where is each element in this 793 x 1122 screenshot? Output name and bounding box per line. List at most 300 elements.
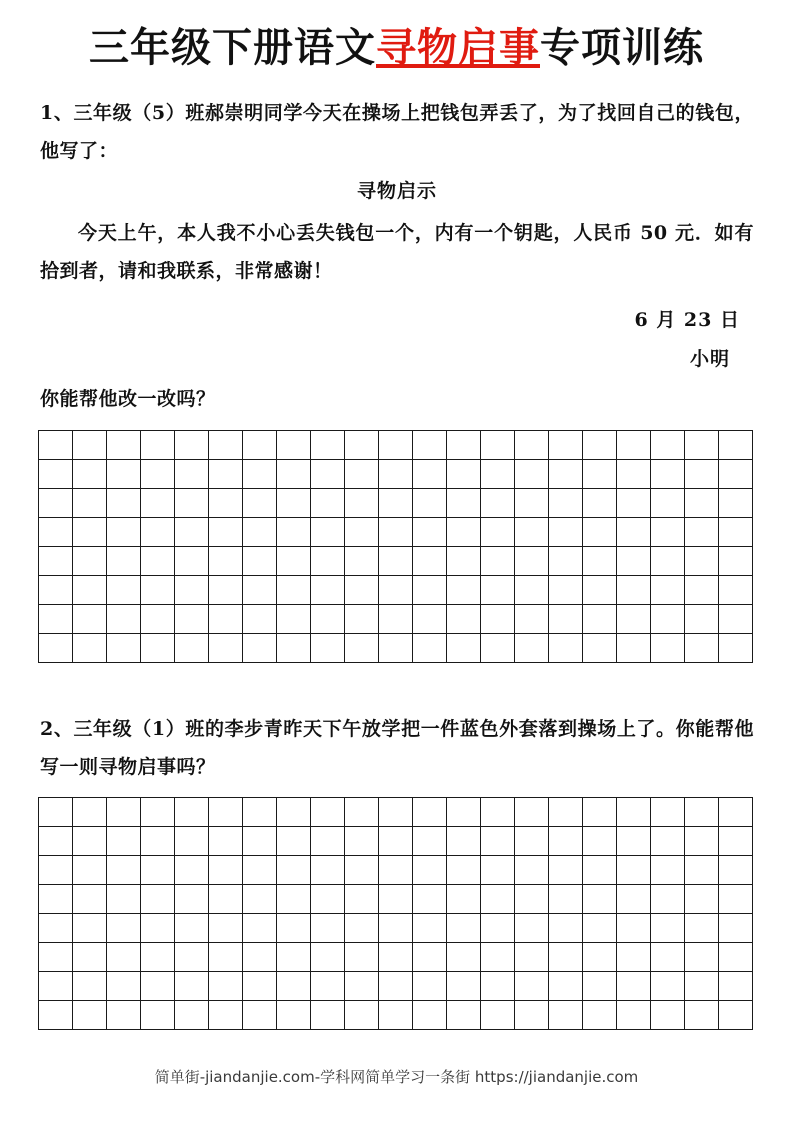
grid-cell[interactable] — [447, 518, 481, 547]
grid-cell[interactable] — [719, 827, 753, 856]
grid-cell[interactable] — [617, 885, 651, 914]
grid-cell[interactable] — [209, 798, 243, 827]
grid-cell[interactable] — [141, 634, 175, 663]
grid-cell[interactable] — [175, 1001, 209, 1030]
grid-cell[interactable] — [107, 798, 141, 827]
grid-cell[interactable] — [719, 634, 753, 663]
grid-cell[interactable] — [277, 1001, 311, 1030]
grid-cell[interactable] — [685, 798, 719, 827]
grid-cell[interactable] — [243, 972, 277, 1001]
grid-cell[interactable] — [73, 798, 107, 827]
grid-cell[interactable] — [243, 798, 277, 827]
grid-cell[interactable] — [583, 547, 617, 576]
grid-cell[interactable] — [719, 798, 753, 827]
grid-cell[interactable] — [277, 885, 311, 914]
grid-cell[interactable] — [651, 1001, 685, 1030]
grid-cell[interactable] — [345, 547, 379, 576]
grid-cell[interactable] — [277, 460, 311, 489]
grid-cell[interactable] — [107, 605, 141, 634]
grid-cell[interactable] — [379, 634, 413, 663]
grid-cell[interactable] — [447, 605, 481, 634]
grid-cell[interactable] — [481, 943, 515, 972]
grid-cell[interactable] — [209, 431, 243, 460]
grid-cell[interactable] — [73, 885, 107, 914]
grid-cell[interactable] — [345, 1001, 379, 1030]
grid-cell[interactable] — [175, 634, 209, 663]
grid-cell[interactable] — [515, 634, 549, 663]
grid-cell[interactable] — [413, 943, 447, 972]
grid-cell[interactable] — [617, 634, 651, 663]
grid-cell[interactable] — [107, 518, 141, 547]
grid-cell[interactable] — [515, 518, 549, 547]
grid-cell[interactable] — [345, 827, 379, 856]
grid-cell[interactable] — [107, 547, 141, 576]
grid-cell[interactable] — [39, 885, 73, 914]
grid-cell[interactable] — [311, 547, 345, 576]
grid-cell[interactable] — [617, 576, 651, 605]
grid-cell[interactable] — [141, 547, 175, 576]
grid-cell[interactable] — [719, 856, 753, 885]
grid-cell[interactable] — [379, 460, 413, 489]
grid-cell[interactable] — [209, 827, 243, 856]
grid-cell[interactable] — [209, 914, 243, 943]
grid-cell[interactable] — [651, 489, 685, 518]
grid-cell[interactable] — [379, 518, 413, 547]
grid-cell[interactable] — [73, 943, 107, 972]
grid-cell[interactable] — [719, 518, 753, 547]
grid-cell[interactable] — [515, 1001, 549, 1030]
grid-cell[interactable] — [617, 460, 651, 489]
grid-cell[interactable] — [685, 885, 719, 914]
grid-cell[interactable] — [651, 856, 685, 885]
grid-cell[interactable] — [549, 605, 583, 634]
grid-cell[interactable] — [651, 885, 685, 914]
grid-cell[interactable] — [617, 431, 651, 460]
grid-cell[interactable] — [243, 605, 277, 634]
grid-cell[interactable] — [447, 634, 481, 663]
grid-cell[interactable] — [719, 605, 753, 634]
grid-cell[interactable] — [39, 460, 73, 489]
grid-cell[interactable] — [175, 547, 209, 576]
grid-cell[interactable] — [209, 576, 243, 605]
grid-cell[interactable] — [549, 885, 583, 914]
grid-cell[interactable] — [379, 914, 413, 943]
grid-cell[interactable] — [311, 576, 345, 605]
grid-cell[interactable] — [549, 856, 583, 885]
grid-cell[interactable] — [243, 1001, 277, 1030]
grid-cell[interactable] — [617, 489, 651, 518]
grid-cell[interactable] — [311, 798, 345, 827]
grid-cell[interactable] — [583, 634, 617, 663]
grid-cell[interactable] — [277, 431, 311, 460]
grid-cell[interactable] — [515, 576, 549, 605]
grid-cell[interactable] — [413, 856, 447, 885]
grid-cell[interactable] — [413, 489, 447, 518]
grid-cell[interactable] — [311, 827, 345, 856]
grid-cell[interactable] — [107, 914, 141, 943]
grid-cell[interactable] — [73, 576, 107, 605]
grid-cell[interactable] — [209, 547, 243, 576]
grid-cell[interactable] — [515, 547, 549, 576]
grid-cell[interactable] — [39, 431, 73, 460]
grid-cell[interactable] — [141, 431, 175, 460]
grid-cell[interactable] — [175, 885, 209, 914]
grid-cell[interactable] — [209, 605, 243, 634]
grid-cell[interactable] — [549, 972, 583, 1001]
grid-cell[interactable] — [549, 547, 583, 576]
grid-cell[interactable] — [141, 885, 175, 914]
grid-cell[interactable] — [107, 827, 141, 856]
grid-cell[interactable] — [107, 943, 141, 972]
grid-cell[interactable] — [311, 605, 345, 634]
grid-cell[interactable] — [481, 827, 515, 856]
grid-cell[interactable] — [685, 460, 719, 489]
grid-cell[interactable] — [345, 798, 379, 827]
answer-grid-1[interactable] — [38, 430, 753, 663]
grid-cell[interactable] — [243, 914, 277, 943]
grid-cell[interactable] — [345, 431, 379, 460]
grid-cell[interactable] — [277, 827, 311, 856]
grid-cell[interactable] — [277, 943, 311, 972]
grid-cell[interactable] — [107, 634, 141, 663]
grid-cell[interactable] — [277, 914, 311, 943]
grid-cell[interactable] — [39, 518, 73, 547]
grid-cell[interactable] — [515, 460, 549, 489]
grid-cell[interactable] — [515, 798, 549, 827]
grid-cell[interactable] — [175, 972, 209, 1001]
grid-cell[interactable] — [515, 431, 549, 460]
grid-cell[interactable] — [311, 489, 345, 518]
grid-cell[interactable] — [345, 460, 379, 489]
grid-cell[interactable] — [175, 798, 209, 827]
grid-cell[interactable] — [243, 547, 277, 576]
grid-cell[interactable] — [481, 798, 515, 827]
grid-cell[interactable] — [719, 576, 753, 605]
grid-cell[interactable] — [175, 856, 209, 885]
grid-cell[interactable] — [73, 972, 107, 1001]
grid-cell[interactable] — [175, 518, 209, 547]
grid-cell[interactable] — [243, 460, 277, 489]
grid-cell[interactable] — [447, 972, 481, 1001]
grid-cell[interactable] — [277, 576, 311, 605]
grid-cell[interactable] — [107, 576, 141, 605]
grid-cell[interactable] — [651, 431, 685, 460]
grid-cell[interactable] — [175, 489, 209, 518]
grid-cell[interactable] — [73, 634, 107, 663]
grid-cell[interactable] — [583, 798, 617, 827]
grid-cell[interactable] — [447, 576, 481, 605]
grid-cell[interactable] — [447, 798, 481, 827]
grid-cell[interactable] — [209, 972, 243, 1001]
grid-cell[interactable] — [141, 576, 175, 605]
grid-cell[interactable] — [141, 914, 175, 943]
grid-cell[interactable] — [447, 431, 481, 460]
grid-cell[interactable] — [107, 431, 141, 460]
grid-cell[interactable] — [617, 972, 651, 1001]
grid-cell[interactable] — [651, 798, 685, 827]
grid-cell[interactable] — [107, 489, 141, 518]
grid-cell[interactable] — [141, 605, 175, 634]
grid-cell[interactable] — [583, 885, 617, 914]
grid-cell[interactable] — [413, 885, 447, 914]
grid-cell[interactable] — [515, 489, 549, 518]
grid-cell[interactable] — [719, 547, 753, 576]
grid-cell[interactable] — [617, 547, 651, 576]
grid-cell[interactable] — [651, 605, 685, 634]
grid-cell[interactable] — [141, 972, 175, 1001]
grid-cell[interactable] — [515, 914, 549, 943]
grid-cell[interactable] — [39, 972, 73, 1001]
grid-cell[interactable] — [719, 489, 753, 518]
grid-cell[interactable] — [719, 1001, 753, 1030]
grid-cell[interactable] — [549, 827, 583, 856]
grid-cell[interactable] — [651, 547, 685, 576]
grid-cell[interactable] — [107, 972, 141, 1001]
grid-cell[interactable] — [481, 547, 515, 576]
grid-cell[interactable] — [583, 943, 617, 972]
grid-cell[interactable] — [685, 827, 719, 856]
grid-cell[interactable] — [209, 943, 243, 972]
grid-cell[interactable] — [243, 576, 277, 605]
grid-cell[interactable] — [175, 943, 209, 972]
grid-cell[interactable] — [39, 489, 73, 518]
grid-cell[interactable] — [685, 914, 719, 943]
grid-cell[interactable] — [107, 1001, 141, 1030]
grid-cell[interactable] — [413, 518, 447, 547]
grid-cell[interactable] — [549, 943, 583, 972]
grid-cell[interactable] — [209, 489, 243, 518]
grid-cell[interactable] — [107, 856, 141, 885]
grid-cell[interactable] — [243, 431, 277, 460]
grid-cell[interactable] — [141, 827, 175, 856]
grid-cell[interactable] — [481, 518, 515, 547]
grid-cell[interactable] — [39, 827, 73, 856]
grid-cell[interactable] — [549, 431, 583, 460]
grid-cell[interactable] — [583, 1001, 617, 1030]
grid-cell[interactable] — [243, 943, 277, 972]
grid-cell[interactable] — [447, 885, 481, 914]
grid-cell[interactable] — [175, 576, 209, 605]
grid-cell[interactable] — [39, 798, 73, 827]
grid-cell[interactable] — [141, 798, 175, 827]
grid-cell[interactable] — [481, 1001, 515, 1030]
grid-cell[interactable] — [413, 576, 447, 605]
grid-cell[interactable] — [685, 972, 719, 1001]
grid-cell[interactable] — [651, 972, 685, 1001]
grid-cell[interactable] — [141, 943, 175, 972]
grid-cell[interactable] — [345, 943, 379, 972]
grid-cell[interactable] — [515, 605, 549, 634]
grid-cell[interactable] — [515, 827, 549, 856]
grid-cell[interactable] — [39, 914, 73, 943]
grid-cell[interactable] — [447, 1001, 481, 1030]
grid-cell[interactable] — [583, 605, 617, 634]
grid-cell[interactable] — [583, 489, 617, 518]
grid-cell[interactable] — [651, 460, 685, 489]
grid-cell[interactable] — [209, 1001, 243, 1030]
grid-cell[interactable] — [39, 605, 73, 634]
grid-cell[interactable] — [39, 943, 73, 972]
grid-cell[interactable] — [413, 605, 447, 634]
grid-cell[interactable] — [379, 943, 413, 972]
grid-cell[interactable] — [243, 518, 277, 547]
grid-cell[interactable] — [243, 827, 277, 856]
grid-cell[interactable] — [617, 914, 651, 943]
grid-cell[interactable] — [583, 431, 617, 460]
grid-cell[interactable] — [73, 489, 107, 518]
grid-cell[interactable] — [209, 856, 243, 885]
grid-cell[interactable] — [141, 1001, 175, 1030]
grid-cell[interactable] — [379, 856, 413, 885]
grid-cell[interactable] — [379, 489, 413, 518]
grid-cell[interactable] — [311, 634, 345, 663]
grid-cell[interactable] — [73, 605, 107, 634]
grid-cell[interactable] — [685, 431, 719, 460]
grid-cell[interactable] — [685, 605, 719, 634]
grid-cell[interactable] — [685, 856, 719, 885]
grid-cell[interactable] — [345, 856, 379, 885]
grid-cell[interactable] — [447, 827, 481, 856]
grid-cell[interactable] — [481, 576, 515, 605]
grid-cell[interactable] — [277, 856, 311, 885]
grid-cell[interactable] — [413, 460, 447, 489]
grid-cell[interactable] — [447, 856, 481, 885]
grid-cell[interactable] — [379, 547, 413, 576]
grid-cell[interactable] — [39, 1001, 73, 1030]
grid-cell[interactable] — [481, 885, 515, 914]
grid-cell[interactable] — [379, 885, 413, 914]
grid-cell[interactable] — [277, 547, 311, 576]
grid-cell[interactable] — [685, 943, 719, 972]
grid-cell[interactable] — [651, 576, 685, 605]
grid-cell[interactable] — [107, 460, 141, 489]
grid-cell[interactable] — [345, 576, 379, 605]
grid-cell[interactable] — [345, 518, 379, 547]
grid-cell[interactable] — [345, 605, 379, 634]
grid-cell[interactable] — [617, 827, 651, 856]
grid-cell[interactable] — [515, 943, 549, 972]
grid-cell[interactable] — [719, 885, 753, 914]
grid-cell[interactable] — [583, 518, 617, 547]
grid-cell[interactable] — [549, 489, 583, 518]
grid-cell[interactable] — [73, 460, 107, 489]
grid-cell[interactable] — [39, 856, 73, 885]
grid-cell[interactable] — [413, 972, 447, 1001]
grid-cell[interactable] — [277, 634, 311, 663]
grid-cell[interactable] — [719, 460, 753, 489]
grid-cell[interactable] — [685, 634, 719, 663]
grid-cell[interactable] — [345, 885, 379, 914]
grid-cell[interactable] — [719, 943, 753, 972]
grid-cell[interactable] — [209, 518, 243, 547]
grid-cell[interactable] — [515, 885, 549, 914]
grid-cell[interactable] — [277, 518, 311, 547]
grid-cell[interactable] — [311, 885, 345, 914]
grid-cell[interactable] — [617, 943, 651, 972]
grid-cell[interactable] — [549, 1001, 583, 1030]
grid-cell[interactable] — [345, 972, 379, 1001]
grid-cell[interactable] — [413, 827, 447, 856]
grid-cell[interactable] — [549, 576, 583, 605]
grid-cell[interactable] — [73, 827, 107, 856]
grid-cell[interactable] — [583, 827, 617, 856]
grid-cell[interactable] — [141, 518, 175, 547]
grid-cell[interactable] — [345, 914, 379, 943]
grid-cell[interactable] — [583, 914, 617, 943]
grid-cell[interactable] — [175, 914, 209, 943]
grid-cell[interactable] — [481, 972, 515, 1001]
grid-cell[interactable] — [481, 605, 515, 634]
grid-cell[interactable] — [583, 576, 617, 605]
grid-cell[interactable] — [39, 576, 73, 605]
grid-cell[interactable] — [311, 518, 345, 547]
grid-cell[interactable] — [685, 1001, 719, 1030]
grid-cell[interactable] — [311, 943, 345, 972]
grid-cell[interactable] — [617, 605, 651, 634]
grid-cell[interactable] — [481, 856, 515, 885]
grid-cell[interactable] — [379, 972, 413, 1001]
grid-cell[interactable] — [379, 431, 413, 460]
grid-cell[interactable] — [243, 856, 277, 885]
grid-cell[interactable] — [583, 972, 617, 1001]
grid-cell[interactable] — [379, 1001, 413, 1030]
grid-cell[interactable] — [311, 914, 345, 943]
grid-cell[interactable] — [481, 460, 515, 489]
grid-cell[interactable] — [209, 885, 243, 914]
grid-cell[interactable] — [311, 431, 345, 460]
grid-cell[interactable] — [73, 518, 107, 547]
grid-cell[interactable] — [617, 798, 651, 827]
grid-cell[interactable] — [447, 547, 481, 576]
grid-cell[interactable] — [175, 605, 209, 634]
grid-cell[interactable] — [73, 914, 107, 943]
grid-cell[interactable] — [719, 431, 753, 460]
grid-cell[interactable] — [447, 460, 481, 489]
grid-cell[interactable] — [277, 605, 311, 634]
grid-cell[interactable] — [651, 914, 685, 943]
grid-cell[interactable] — [379, 798, 413, 827]
grid-cell[interactable] — [447, 489, 481, 518]
grid-cell[interactable] — [311, 460, 345, 489]
grid-cell[interactable] — [413, 1001, 447, 1030]
grid-cell[interactable] — [447, 914, 481, 943]
grid-cell[interactable] — [175, 827, 209, 856]
grid-cell[interactable] — [515, 856, 549, 885]
grid-cell[interactable] — [277, 972, 311, 1001]
grid-cell[interactable] — [73, 547, 107, 576]
grid-cell[interactable] — [685, 547, 719, 576]
grid-cell[interactable] — [175, 431, 209, 460]
grid-cell[interactable] — [549, 634, 583, 663]
grid-cell[interactable] — [549, 460, 583, 489]
grid-cell[interactable] — [515, 972, 549, 1001]
grid-cell[interactable] — [617, 856, 651, 885]
grid-cell[interactable] — [685, 576, 719, 605]
grid-cell[interactable] — [719, 914, 753, 943]
grid-cell[interactable] — [379, 827, 413, 856]
grid-cell[interactable] — [583, 856, 617, 885]
grid-cell[interactable] — [243, 634, 277, 663]
grid-cell[interactable] — [413, 634, 447, 663]
grid-cell[interactable] — [651, 943, 685, 972]
grid-cell[interactable] — [413, 798, 447, 827]
answer-grid-2[interactable] — [38, 797, 753, 1030]
grid-cell[interactable] — [73, 431, 107, 460]
grid-cell[interactable] — [141, 460, 175, 489]
grid-cell[interactable] — [277, 798, 311, 827]
grid-cell[interactable] — [651, 827, 685, 856]
grid-cell[interactable] — [311, 1001, 345, 1030]
